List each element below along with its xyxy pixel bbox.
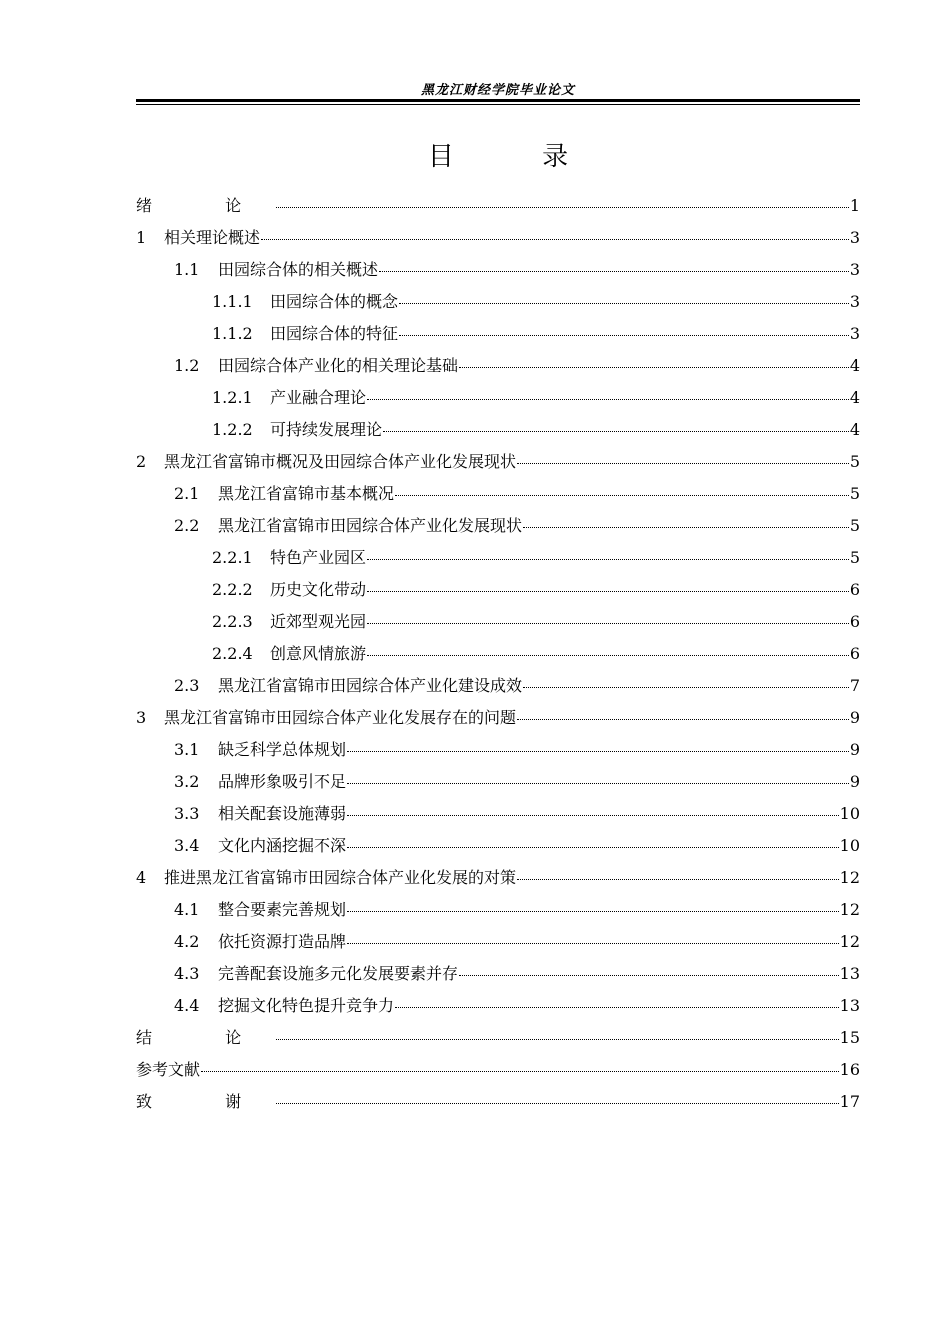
toc-entry-number: 3.1 [174, 740, 200, 759]
running-header-title: 黑龙江财经学院毕业论文 [420, 83, 575, 98]
header-rule-thick [136, 99, 860, 102]
dot-leader [383, 431, 849, 432]
dot-leader [517, 879, 839, 880]
toc-entry-title: 黑龙江省富锦市田园综合体产业化建设成效 [218, 676, 523, 695]
dot-leader [367, 623, 849, 624]
toc-entry-page-number: 6 [849, 612, 860, 631]
toc-entry-number: 4 [136, 868, 147, 887]
toc-entry-number: 2.1 [174, 484, 200, 503]
dot-leader [379, 271, 849, 272]
toc-entry[interactable] [136, 638, 860, 670]
toc-entry-number: 1.2 [174, 356, 200, 375]
toc-entry-title: 绪 论 [136, 196, 276, 215]
toc-entry-title: 相关理论概述 [164, 228, 261, 247]
toc-entry-number: 2.3 [174, 676, 200, 695]
header-rule-thin [136, 104, 860, 105]
toc-entry-number: 4.3 [174, 964, 200, 983]
dot-leader [347, 911, 839, 912]
toc-entry-page-number: 10 [839, 836, 860, 855]
toc-entry[interactable] [136, 894, 860, 926]
toc-entry[interactable] [136, 574, 860, 606]
toc-entry[interactable] [136, 734, 860, 766]
dot-leader [347, 751, 849, 752]
toc-entry-title: 创意风情旅游 [270, 644, 367, 663]
toc-entry-page-number: 5 [849, 452, 860, 471]
toc-entry-number: 4.1 [174, 900, 200, 919]
toc-entry[interactable] [136, 510, 860, 542]
toc-entry-number: 1.2.2 [212, 420, 253, 439]
toc-entry-number: 2.2 [174, 516, 200, 535]
dot-leader [399, 303, 849, 304]
toc-entry-number: 3.4 [174, 836, 200, 855]
dot-leader [261, 239, 849, 240]
dot-leader [367, 655, 849, 656]
dot-leader [459, 367, 849, 368]
dot-leader [459, 975, 839, 976]
toc-entry-page-number: 12 [839, 932, 860, 951]
toc-entry-page-number: 12 [839, 900, 860, 919]
toc-entry[interactable] [136, 254, 860, 286]
toc-entry-title: 品牌形象吸引不足 [218, 772, 347, 791]
toc-entry-page-number: 12 [839, 868, 860, 887]
toc-entry-title: 参考文献 [136, 1060, 201, 1079]
toc-entry-title: 相关配套设施薄弱 [218, 804, 347, 823]
toc-list [136, 190, 860, 1118]
toc-entry-page-number: 9 [849, 740, 860, 759]
toc-entry-page-number: 13 [839, 996, 860, 1015]
dot-leader [517, 463, 849, 464]
toc-entry-number: 2 [136, 452, 147, 471]
toc-entry-title: 黑龙江省富锦市基本概况 [218, 484, 395, 503]
toc-entry-page-number: 4 [849, 420, 860, 439]
toc-entry-page-number: 5 [849, 516, 860, 535]
dot-leader [347, 783, 849, 784]
toc-entry-title: 历史文化带动 [270, 580, 367, 599]
toc-entry-number: 3.3 [174, 804, 200, 823]
toc-entry-page-number: 6 [849, 644, 860, 663]
dot-leader [276, 1103, 839, 1104]
toc-entry-page-number: 9 [849, 708, 860, 727]
toc-entry[interactable] [136, 798, 860, 830]
toc-entry[interactable] [136, 190, 860, 222]
toc-entry[interactable] [136, 1022, 860, 1054]
dot-leader [347, 815, 839, 816]
toc-entry-title: 特色产业园区 [270, 548, 367, 567]
toc-entry-number: 3.2 [174, 772, 200, 791]
toc-entry-title: 结 论 [136, 1028, 276, 1047]
toc-title: 目 录 [427, 142, 609, 172]
toc-entry-number: 3 [136, 708, 147, 727]
dot-leader [523, 527, 849, 528]
dot-leader [523, 687, 849, 688]
toc-entry-title: 整合要素完善规划 [218, 900, 347, 919]
toc-entry-number: 4.2 [174, 932, 200, 951]
toc-entry-number: 1 [136, 228, 147, 247]
toc-entry-number: 2.2.4 [212, 644, 253, 663]
toc-entry-page-number: 7 [849, 676, 860, 695]
dot-leader [395, 1007, 839, 1008]
toc-entry[interactable] [136, 446, 860, 478]
toc-entry-page-number: 10 [839, 804, 860, 823]
toc-entry[interactable] [136, 318, 860, 350]
toc-entry-title: 黑龙江省富锦市田园综合体产业化发展存在的问题 [164, 708, 517, 727]
toc-entry[interactable] [136, 1054, 860, 1086]
toc-entry-title: 推进黑龙江省富锦市田园综合体产业化发展的对策 [164, 868, 517, 887]
toc-entry[interactable] [136, 286, 860, 318]
toc-entry-title: 黑龙江省富锦市概况及田园综合体产业化发展现状 [164, 452, 517, 471]
toc-entry[interactable] [136, 958, 860, 990]
toc-entry-number: 4.4 [174, 996, 200, 1015]
dot-leader [395, 495, 849, 496]
dot-leader [276, 207, 849, 208]
dot-leader [347, 943, 839, 944]
toc-entry[interactable] [136, 670, 860, 702]
toc-entry[interactable] [136, 478, 860, 510]
toc-entry[interactable] [136, 414, 860, 446]
toc-entry-page-number: 3 [849, 292, 860, 311]
toc-entry-page-number: 6 [849, 580, 860, 599]
toc-entry-title: 田园综合体的特征 [270, 324, 399, 343]
toc-entry-page-number: 4 [849, 356, 860, 375]
toc-entry-title: 挖掘文化特色提升竞争力 [218, 996, 395, 1015]
dot-leader [347, 847, 839, 848]
dot-leader [517, 719, 849, 720]
toc-entry-title: 致 谢 [136, 1092, 276, 1111]
toc-entry-title: 可持续发展理论 [270, 420, 383, 439]
dot-leader [276, 1039, 839, 1040]
toc-entry-page-number: 3 [849, 324, 860, 343]
toc-entry-title: 田园综合体的概念 [270, 292, 399, 311]
toc-entry-page-number: 16 [839, 1060, 860, 1079]
toc-entry-title: 完善配套设施多元化发展要素并存 [218, 964, 459, 983]
toc-entry[interactable] [136, 926, 860, 958]
toc-entry-page-number: 3 [849, 228, 860, 247]
toc-entry[interactable] [136, 350, 860, 382]
toc-entry-title: 缺乏科学总体规划 [218, 740, 347, 759]
toc-entry[interactable] [136, 382, 860, 414]
toc-entry[interactable] [136, 830, 860, 862]
toc-entry-page-number: 4 [849, 388, 860, 407]
toc-entry[interactable] [136, 1086, 860, 1118]
toc-entry-title: 文化内涵挖掘不深 [218, 836, 347, 855]
toc-entry-title: 田园综合体的相关概述 [218, 260, 379, 279]
toc-entry[interactable] [136, 766, 860, 798]
toc-entry[interactable] [136, 862, 860, 894]
toc-entry-page-number: 5 [849, 484, 860, 503]
toc-entry-title: 近郊型观光园 [270, 612, 367, 631]
toc-entry-number: 2.2.1 [212, 548, 253, 567]
toc-entry-page-number: 1 [849, 196, 860, 215]
toc-entry-title: 产业融合理论 [270, 388, 367, 407]
toc-entry[interactable] [136, 990, 860, 1022]
toc-entry-title: 黑龙江省富锦市田园综合体产业化发展现状 [218, 516, 523, 535]
toc-entry-number: 2.2.3 [212, 612, 253, 631]
toc-entry-number: 1.1.1 [212, 292, 253, 311]
dot-leader [367, 399, 849, 400]
toc-entry[interactable] [136, 702, 860, 734]
toc-entry-number: 1.1 [174, 260, 200, 279]
toc-entry[interactable] [136, 606, 860, 638]
toc-entry[interactable] [136, 542, 860, 574]
toc-entry-page-number: 15 [839, 1028, 860, 1047]
toc-entry-page-number: 13 [839, 964, 860, 983]
toc-entry-page-number: 3 [849, 260, 860, 279]
toc-entry-page-number: 5 [849, 548, 860, 567]
dot-leader [399, 335, 849, 336]
toc-entry-number: 1.2.1 [212, 388, 253, 407]
dot-leader [201, 1071, 839, 1072]
toc-entry-title: 田园综合体产业化的相关理论基础 [218, 356, 459, 375]
toc-entry-number: 2.2.2 [212, 580, 253, 599]
toc-entry-page-number: 17 [839, 1092, 860, 1111]
toc-entry-title: 依托资源打造品牌 [218, 932, 347, 951]
toc-entry-number: 1.1.2 [212, 324, 253, 343]
dot-leader [367, 591, 849, 592]
toc-entry[interactable] [136, 222, 860, 254]
toc-entry-page-number: 9 [849, 772, 860, 791]
dot-leader [367, 559, 849, 560]
